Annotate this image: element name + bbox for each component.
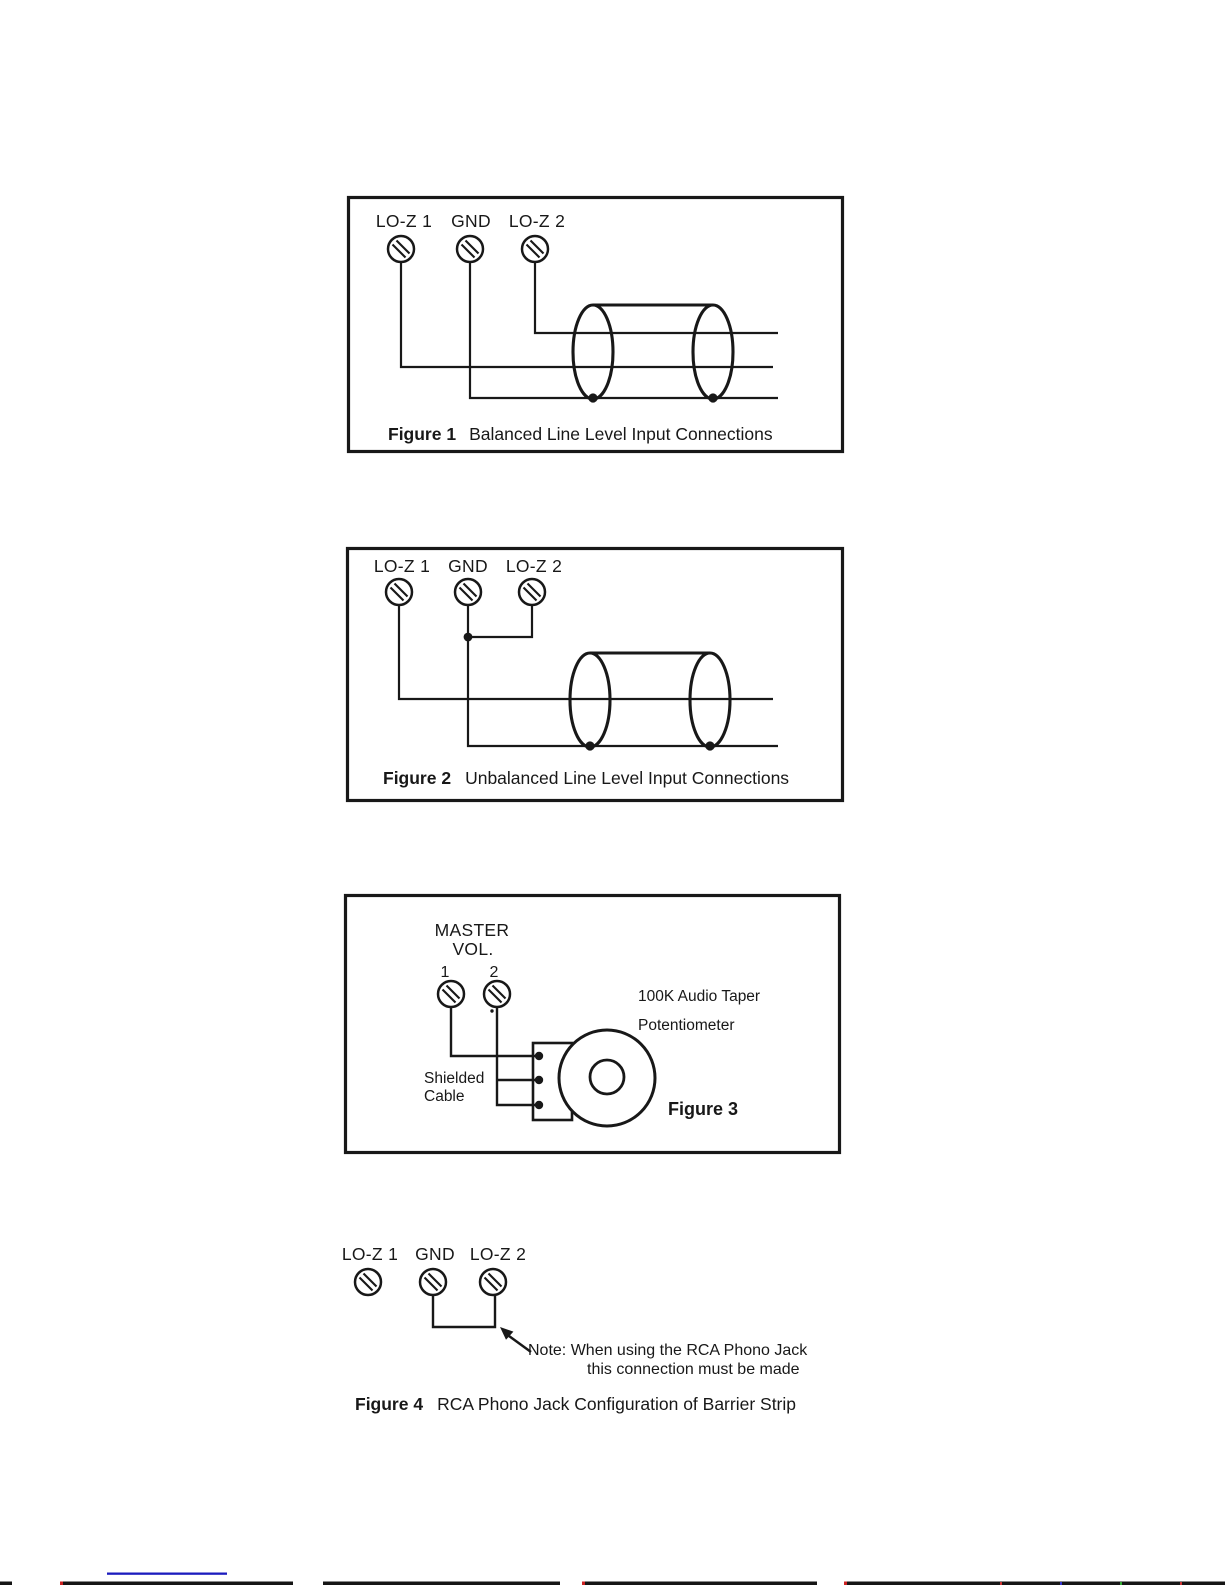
- wire-gnd-to-loz2-jumper: [433, 1295, 495, 1327]
- master-vol-label-line1: MASTER: [434, 920, 510, 940]
- pot-label-line1: 100K Audio Taper: [638, 988, 761, 1005]
- scan-artifact-bar: [0, 1582, 12, 1585]
- terminal-label-loz1: LO-Z 1: [341, 1244, 399, 1264]
- terminal-label-loz2: LO-Z 2: [505, 556, 563, 576]
- screw-terminal-icon: [522, 236, 548, 262]
- figure-4-rca-phono-jack-diagram: [342, 1244, 808, 1414]
- figure-4-caption-label: Figure 4: [355, 1394, 424, 1414]
- terminal-label-loz2: LO-Z 2: [469, 1244, 527, 1264]
- scan-artifacts: [0, 1573, 1225, 1585]
- cable-shield-ellipse: [693, 305, 733, 399]
- cable-shield-ellipse: [573, 305, 613, 399]
- screw-terminal-icon: [438, 981, 464, 1007]
- note-text-line1: Note: When using the RCA Phono Jack: [528, 1342, 808, 1359]
- terminal-label-gnd: GND: [415, 1244, 455, 1264]
- screw-terminal-icon: [355, 1269, 381, 1295]
- master-vol-label-line2: VOL.: [452, 939, 494, 959]
- terminal-label-loz1: LO-Z 1: [373, 556, 431, 576]
- scan-artifact-bar: [585, 1582, 817, 1585]
- note-text-line2: this connection must be made: [587, 1361, 800, 1378]
- shield-junction-dot: [588, 393, 597, 402]
- figure-1-caption-label: Figure 1: [388, 424, 457, 444]
- figure-4-caption-text: RCA Phono Jack Configuration of Barrier Strip: [437, 1394, 796, 1414]
- screw-terminal-icon: [457, 236, 483, 262]
- wire-loz2: [535, 262, 778, 333]
- figure-4-caption: [355, 1394, 796, 1414]
- scan-artifact-red-speck: [844, 1582, 847, 1585]
- shield-junction-dot: [705, 741, 714, 750]
- shield-junction-dot: [708, 393, 717, 402]
- terminal-label-loz2: LO-Z 2: [508, 211, 566, 231]
- wire-loz1: [401, 262, 773, 367]
- figure-1-caption-text: Balanced Line Level Input Connections: [469, 424, 773, 444]
- figure-3-caption-label: Figure 3: [668, 1099, 739, 1119]
- terminal-number-1: 1: [440, 964, 450, 981]
- shield-junction-dot: [585, 741, 594, 750]
- scan-artifact-red-speck: [582, 1582, 585, 1585]
- scan-artifact-blue-line: [107, 1573, 227, 1575]
- scan-artifact-bar: [847, 1582, 1225, 1585]
- lug-dot-middle: [535, 1076, 543, 1084]
- screw-terminal-icon: [480, 1269, 506, 1295]
- screw-terminal-icon: [484, 981, 510, 1007]
- scan-speck: [490, 1009, 493, 1012]
- terminal-label-gnd: GND: [451, 211, 491, 231]
- wire-gnd-shield: [468, 605, 778, 746]
- figure-2-caption-text: Unbalanced Line Level Input Connections: [465, 768, 790, 788]
- shielded-cable-label-line1: Shielded: [424, 1070, 485, 1087]
- screw-terminal-icon: [388, 236, 414, 262]
- figure-1-caption: [388, 424, 773, 444]
- screw-terminal-icon: [386, 579, 412, 605]
- scan-artifact-red-speck: [60, 1582, 63, 1585]
- figure-2-caption: [383, 768, 789, 788]
- figure-1-frame: [349, 198, 843, 452]
- screw-terminal-icon: [519, 579, 545, 605]
- lug-dot-top: [535, 1052, 543, 1060]
- figure-2-frame: [348, 549, 843, 801]
- terminal-label-loz1: LO-Z 1: [375, 211, 433, 231]
- lug-dot-bottom: [535, 1101, 543, 1109]
- figure-2-unbalanced-input-diagram: [348, 549, 843, 801]
- figure-1-balanced-input-diagram: [349, 198, 843, 452]
- terminal-label-gnd: GND: [448, 556, 488, 576]
- scan-artifact-bar: [63, 1582, 293, 1585]
- screw-terminal-icon: [455, 579, 481, 605]
- shielded-cable-label-line2: Cable: [424, 1088, 465, 1105]
- wire-terminal1-to-top-lug: [451, 1007, 537, 1056]
- wire-loz2-jumper: [468, 605, 532, 637]
- wire-loz1: [399, 605, 773, 699]
- figure-2-caption-label: Figure 2: [383, 768, 452, 788]
- pot-label-line2: Potentiometer: [638, 1017, 735, 1034]
- screw-terminal-icon: [420, 1269, 446, 1295]
- potentiometer-body: [559, 1030, 655, 1126]
- figure-3-master-volume-diagram: [346, 896, 840, 1153]
- scan-artifact-bar: [323, 1582, 560, 1585]
- terminal-number-2: 2: [489, 964, 499, 981]
